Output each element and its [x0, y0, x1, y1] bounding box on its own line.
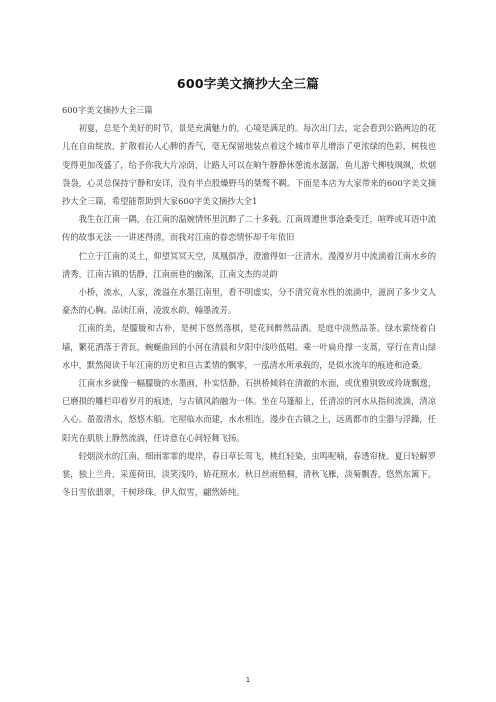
- document-subtitle: 600字美文摘抄大全三篇: [62, 105, 153, 115]
- page-number: 1: [245, 676, 251, 684]
- paragraph: 轻烟淡水的江南，细雨霏霏的堤岸，春日草长莺飞，桃红轻染，虫鸣呢喃，春透帘栊。夏日轻解罗裳，独上兰舟，采莲荷田，淡笑浅吟，娇花照水。秋日丝雨梧桐，清秋飞雁，淡菊飘香，悠然东篱下。冬日雪依翡翠，千树珍珠。伊人似雪，翩然娇纯。: [62, 450, 436, 498]
- paragraph: 我生在江南一隅，在江南的温婉情怀里沉醉了二十多载。江南周遭世事沧桑变迁，喧哗或耳语中流传的故事无法一一讲述得清，而我对江南的眷恋情怀却千年依旧: [62, 214, 436, 243]
- paragraph: 江南的美，是朦胧和古朴，是树下悠然落棋，是花间醉然品酒。是庭中淡然品茶。绿水萦绕着白墙，繁花洒落于青瓦，蜿蜒曲回的小河在清晨和夕阳中浅吟低唱。乘一叶扁舟撑一支蒿，穿行在青山绿水中，默然阅读千年江南的历史和亘古柔情的飘零，一泓清水所承载的，是似水流年的痕迹和沧桑。: [62, 323, 436, 370]
- document-body: [62, 101, 436, 501]
- document-title: 600字美文摘抄大全三篇: [176, 76, 320, 91]
- paragraph: 江南水乡就像一幅朦胧的水墨画，朴实恬静。石拱桥倾斜在清澈的水面，或优雅别致或玲珑飘逸，已磨损的雕栏印着岁月的痕迹，与古镇风韵融为一体。坐在乌篷船上，任清凉的河水从指间流淌，清凉入心。盈盈清水，悠悠木船。宅屋临水而建，水水相连。漫步在古镇之上，远离都市的尘嚣与浮躁，任阳光在肌肤上静然流淌，任诗意在心间轻舞飞扬。: [62, 378, 436, 443]
- paragraph: 小桥，流水，人家，流溢在水墨江南里，看不明虚实，分不清究竟水性的流淌中，滋润了多少文人豪杰的心胸。品读江南，凌波水韵，翰墨流芳。: [62, 287, 436, 316]
- paragraph: 初夏，总是个美好的时节，景是充满魅力的，心境是满足的。每次出门去，定会看到公路两边的花儿在自由绽放，扩散着沁人心脾的香气，毫无保留地装点着这个城市草儿增添了更浓绿的色彩，树枝也变得更加茂盛了，给予你我大片凉荫，让路人可以在晌午静静休憩流水潺潺，鱼儿游弋柳枝飒飒，炊烟袅袅，心灵总保持宁静和安详，没有半点股燥野马的桀骜不羁。下面是本店为大家带来的600字美文摘抄大全三篇，希望能帮助到大家600字美文摘抄大全1: [62, 123, 436, 207]
- paragraph: 伫立于江南的灵土，仰望冥冥天空，凤凰俱净，澄澈得如一汪清水。漫漫岁月中流淌着江南水乡的清秀，江南古镇的恬静，江南雨巷的幽深，江南文杰的灵韵: [62, 250, 436, 279]
